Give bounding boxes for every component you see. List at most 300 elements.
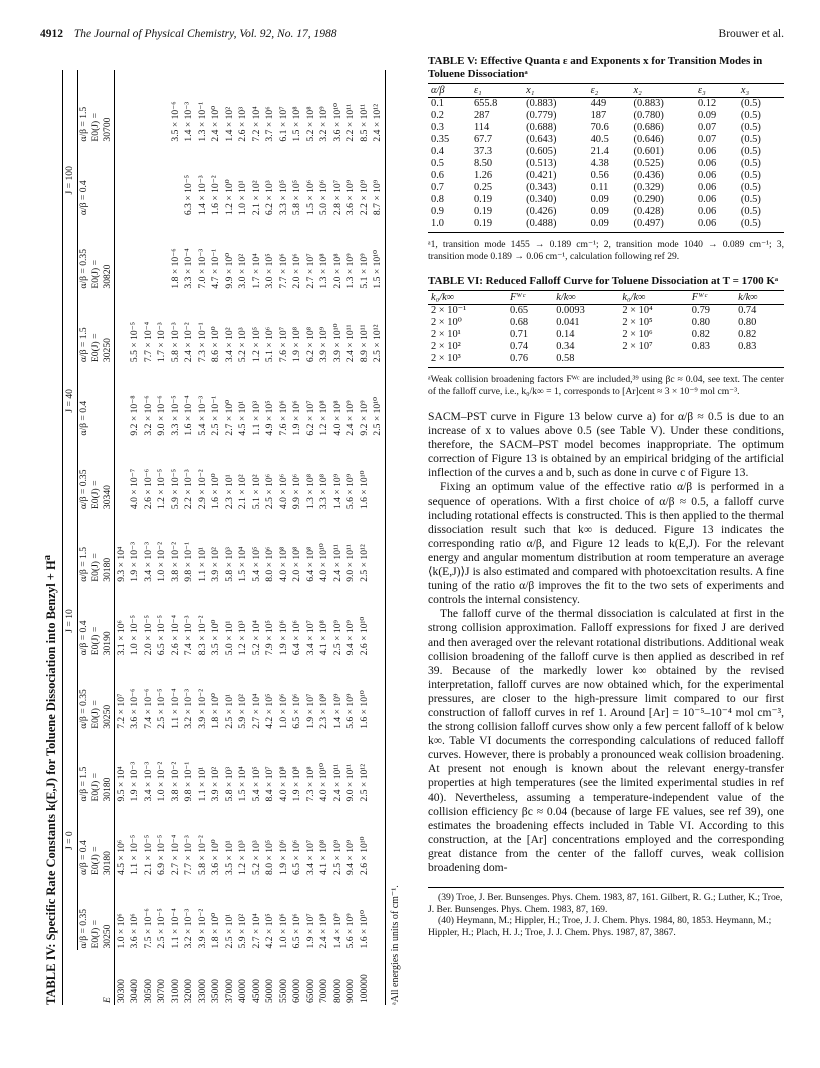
- rate-cell: 3.2 × 10⁻⁶: [142, 395, 154, 436]
- table-cell: (0.525): [633, 158, 664, 169]
- column-header-line: E0(J) =: [89, 700, 101, 729]
- rate-cell: 1.0 × 10⁶: [277, 913, 289, 949]
- column-header: k/k∞: [553, 291, 619, 305]
- rate-cell: [114, 144, 128, 218]
- table-row: [114, 70, 128, 1005]
- table-cell: 2 × 10⁰: [431, 317, 462, 328]
- column-header-line: α/β = 0.35: [77, 689, 89, 729]
- table-cell: 2 × 10⁷: [622, 341, 653, 352]
- rate-cell: 4.0 × 10¹⁰: [318, 762, 330, 802]
- table-row: [428, 134, 784, 146]
- column-header: k₀/k∞: [428, 291, 507, 305]
- table-row: [128, 70, 142, 1005]
- rate-cell: 1.5 × 10⁶: [304, 179, 316, 216]
- column-header-line: α/β = 1.5: [77, 327, 89, 363]
- rate-cell: 8.5 × 10¹¹: [358, 104, 370, 142]
- rate-cell: 5.8 × 10⁻³: [169, 322, 181, 363]
- energy-cell: 45000: [250, 979, 262, 1003]
- rate-cell: [128, 70, 142, 144]
- table-row: [428, 158, 784, 170]
- column-header: [77, 877, 114, 951]
- table-row: [428, 110, 784, 122]
- table-cell: 0.8: [431, 194, 444, 205]
- rate-cell: 8.6 × 10⁰: [210, 326, 222, 363]
- table-row: [428, 146, 784, 158]
- column-header: [77, 511, 114, 584]
- table-row: [182, 70, 196, 1005]
- column-header-line: 30180: [101, 851, 113, 875]
- rate-cell: 1.0 × 10⁶: [115, 913, 127, 949]
- table-cell: 0.07: [697, 122, 717, 133]
- rate-cell: 1.4 × 10⁹: [331, 473, 343, 510]
- rate-cell: 1.2 × 10⁻⁵: [156, 468, 168, 510]
- table-cell: (0.290): [633, 194, 664, 205]
- table-cell: 0.12: [697, 98, 717, 109]
- table-vi-footnote: ᵃWeak collision broadening factors Fᵂᶜ are included,³⁹ using βc ≈ 0.04, see text. The center of the falloff curve, i.e., k₀/k∞ = 1, corresponds to [Ar]cent ≈ 3 × 10⁻⁹ mol cm⁻³.: [428, 374, 784, 397]
- rate-cell: 2.4 × 10⁻²: [183, 322, 195, 363]
- table-cell: 0.4: [431, 146, 444, 157]
- table-cell: 0.09: [697, 110, 717, 121]
- rate-cell: 6.4 × 10⁶: [291, 620, 303, 656]
- rate-cell: 3.4 × 10⁷: [304, 839, 316, 875]
- rate-cell: [371, 731, 385, 804]
- page-number: 4912: [40, 28, 63, 40]
- rate-cell: 5.8 × 10³: [223, 547, 235, 582]
- table-row: [428, 329, 784, 341]
- column-header: k₀/k∞: [619, 291, 688, 305]
- table-cell: (0.5): [738, 218, 784, 233]
- table-cell: 0.041: [556, 317, 580, 328]
- table-cell: 2 × 10¹: [431, 329, 461, 340]
- rate-cell: 1.1 × 10⁻⁵: [129, 834, 141, 875]
- table-cell: 2 × 10⁴: [622, 305, 653, 316]
- rate-cell: 5.8 × 10⁵: [291, 179, 303, 216]
- table-cell: (0.421): [526, 170, 557, 181]
- table-cell: 0.58: [553, 353, 619, 368]
- j-group-header: J = 40: [63, 291, 78, 512]
- table-cell: 0.74: [509, 341, 529, 352]
- table-row: [304, 70, 318, 1005]
- rate-cell: 5.4 × 10⁵: [250, 766, 262, 802]
- j-group-header: J = 100: [63, 70, 78, 291]
- rate-cell: 3.7 × 10⁶: [264, 106, 276, 142]
- rate-cell: 2.7 × 10⁰: [223, 399, 235, 436]
- table-v-footnote: ᵃ1, transition mode 1455 → 0.189 cm⁻¹; 2, transition mode 1040 → 0.089 cm⁻¹; 3, transition mode 0.189 → 0.06 cm⁻¹, calculation following ref 29.: [428, 239, 784, 262]
- rate-cell: 8.7 × 10⁹: [372, 179, 384, 216]
- rate-cell: 8.0 × 10⁵: [264, 839, 276, 875]
- rate-cell: 1.2 × 10⁸: [318, 400, 330, 436]
- rate-cell: 1.4 × 10⁹: [331, 693, 343, 729]
- rate-cell: [128, 217, 142, 291]
- table-cell: (0.883): [526, 98, 557, 109]
- rate-cell: 1.2 × 10³: [237, 620, 249, 656]
- column-header: [77, 438, 114, 512]
- rate-cell: [371, 657, 385, 731]
- rate-cell: 3.2 × 10⁻³: [183, 908, 195, 949]
- right-column: [428, 55, 784, 938]
- rate-cell: 4.0 × 10⁸: [277, 766, 289, 802]
- column-header-line: E0(J) =: [89, 553, 101, 582]
- table-row: [155, 70, 169, 1005]
- rate-cell: 3.8 × 10⁻²: [169, 761, 181, 802]
- rate-cell: 1.1 × 10¹: [196, 766, 208, 802]
- rate-cell: 1.3 × 10⁸: [318, 253, 330, 289]
- rate-cell: 9.0 × 10⁻⁶: [156, 395, 168, 436]
- table-cell: 0.0093: [556, 305, 585, 316]
- rate-cell: 1.5 × 10¹⁰: [372, 250, 384, 289]
- table-row: [428, 353, 784, 368]
- column-header: [77, 291, 114, 365]
- rate-cell: 3.5 × 10¹: [223, 840, 235, 875]
- rate-cell: 5.1 × 10⁹: [358, 253, 370, 289]
- rate-cell: 4.0 × 10⁻⁷: [129, 468, 141, 510]
- rate-cell: [155, 217, 169, 291]
- column-header-line: α/β = 1.5: [77, 106, 89, 142]
- rate-cell: 2.7 × 10⁻⁴: [169, 834, 181, 875]
- table-row: [428, 122, 784, 134]
- journal-name: The Journal of Physical Chemistry, Vol. 92, No. 17, 1988: [73, 28, 337, 40]
- rate-cell: [371, 804, 385, 878]
- rate-cell: 1.5 × 10⁴: [237, 766, 249, 802]
- rate-cell: 3.9 × 10²: [210, 766, 222, 802]
- rate-cell: 3.3 × 10⁻⁵: [169, 395, 181, 436]
- rate-cell: [142, 144, 156, 218]
- rate-cell: 2.7 × 10⁴: [250, 913, 262, 949]
- rate-cell: 3.9 × 10⁻²: [196, 908, 208, 949]
- rate-cell: 5.5 × 10⁻⁵: [129, 321, 141, 363]
- rate-cell: 3.3 × 10⁸: [318, 473, 330, 510]
- rate-cell: 9.2 × 10⁻⁸: [129, 395, 141, 436]
- rate-cell: 2.1 × 10²: [237, 474, 249, 510]
- energy-cell: 37000: [223, 979, 235, 1003]
- rate-cell: 9.2 × 10⁹: [358, 400, 370, 436]
- table-cell: 0.06: [697, 182, 717, 193]
- rate-cell: 3.2 × 10⁻³: [183, 689, 195, 729]
- energy-cell: 70000: [318, 979, 330, 1003]
- table-cell: (0.646): [633, 134, 664, 145]
- rate-cell: 2.7 × 10⁴: [250, 693, 262, 729]
- rate-cell: 1.9 × 10⁶: [277, 620, 289, 656]
- energy-cell: 30400: [129, 979, 141, 1003]
- table-iv-footnote: ᵃAll energies in units of cm⁻¹.: [389, 885, 401, 1005]
- rate-cell: 9.3 × 10⁴: [115, 546, 127, 582]
- rate-cell: [142, 217, 156, 291]
- column-header-line: α/β = 0.35: [77, 248, 89, 289]
- rate-cell: [114, 291, 128, 365]
- rate-cell: 2.6 × 10¹⁰: [358, 616, 370, 656]
- table-cell: 0.56: [590, 170, 609, 181]
- rate-cell: [114, 364, 128, 438]
- table-cell: 0.5: [431, 158, 444, 169]
- rate-cell: 2.6 × 10¹⁰: [358, 836, 370, 875]
- table-cell: (0.883): [633, 98, 664, 109]
- table-row: [344, 70, 358, 1005]
- rate-cell: 1.1 × 10³: [250, 400, 262, 436]
- rate-cell: 7.0 × 10⁻³: [196, 248, 208, 289]
- rate-cell: 1.3 × 10⁻¹: [196, 101, 208, 142]
- table-cell: (0.5): [740, 194, 761, 205]
- rate-cell: 6.4 × 10⁸: [304, 546, 316, 582]
- column-header-line: E0(J) =: [89, 333, 101, 363]
- rate-cell: 5.2 × 10³: [250, 840, 262, 875]
- rate-cell: 1.3 × 10⁸: [304, 473, 316, 510]
- table-cell: 0.09: [590, 194, 609, 205]
- column-header-line: E0(J) =: [89, 846, 101, 875]
- rate-cell: 2.2 × 10⁹: [358, 179, 370, 216]
- j-group-header: J = 10: [63, 511, 78, 731]
- paragraph: SACM–PST curve in Figure 13 below curve a) for α/β ≈ 0.5 is due to an increase of x to values above 0.5 (see Table V). Under these conditions, therefore, the SACM–PST model becomes inappropriate. The optimum correction of Figure 13 is obtained by an empirical bridging of the artificial inflection of the curves a and b, such as done in curve c of Figure 13.: [428, 410, 784, 480]
- rate-cell: 4.1 × 10⁸: [318, 620, 330, 656]
- table-cell: 114: [473, 122, 490, 133]
- rate-cell: 2.5 × 10⁻¹: [210, 395, 222, 436]
- table-vi-title: TABLE VI: Reduced Falloff Curve for Toluene Dissociation at T = 1700 Kᵃ: [428, 275, 779, 287]
- rate-cell: 2.8 × 10⁷: [331, 179, 343, 216]
- body-text: [428, 410, 784, 875]
- rate-cell: 5.2 × 10⁴: [250, 620, 262, 656]
- table-cell: 0.83: [691, 341, 710, 352]
- rate-cell: 3.1 × 10⁶: [115, 620, 127, 656]
- energy-cell: 30300: [115, 979, 127, 1003]
- table-row: [428, 194, 784, 206]
- rate-cell: 4.2 × 10⁵: [264, 693, 276, 729]
- table-cell: [689, 353, 735, 368]
- rate-cell: 1.0 × 10⁻²: [156, 761, 168, 802]
- rate-cell: 7.5 × 10⁻⁶: [142, 908, 154, 949]
- rate-cell: 7.4 × 10⁻⁶: [142, 688, 154, 729]
- energy-cell: 90000: [345, 979, 357, 1003]
- rate-cell: [371, 438, 385, 512]
- rate-cell: 1.5 × 10⁴: [237, 546, 249, 582]
- table-cell: (0.605): [526, 146, 557, 157]
- table-row: [371, 70, 385, 1005]
- reference: (39) Troe, J. Ber. Bunsenges. Phys. Chem. 1983, 87, 161. Gilbert, R. G.; Luther, K.; Troe, J. Ber. Bunsenges. Phys. Chem. 1983, 87, 169.: [428, 892, 783, 915]
- table-cell: 0.82: [691, 329, 710, 340]
- energy-cell: 40000: [237, 979, 249, 1003]
- rate-cell: 3.5 × 10⁻⁶: [169, 101, 181, 142]
- rate-cell: 1.0 × 10⁻²: [156, 542, 168, 582]
- table-cell: (0.779): [526, 110, 557, 121]
- rate-cell: 7.9 × 10⁵: [264, 620, 276, 656]
- table-cell: (0.601): [633, 146, 664, 157]
- table-cell: 1.26: [473, 170, 493, 181]
- rate-cell: 2.9 × 10⁻²: [196, 469, 208, 510]
- rate-cell: 2.4 × 10⁹: [345, 400, 357, 436]
- table-cell: 40.5: [590, 134, 609, 145]
- table-row: [358, 70, 372, 1005]
- column-header: α/β: [428, 84, 471, 98]
- table-row: [428, 206, 784, 218]
- table-cell: 0.79: [691, 305, 710, 316]
- rate-cell: 2.3 × 10¹: [223, 474, 235, 510]
- rate-cell: 9.8 × 10⁻¹: [183, 542, 195, 582]
- rate-cell: 2.4 × 10¹²: [372, 104, 384, 142]
- rate-cell: 6.5 × 10⁻⁵: [156, 615, 168, 656]
- column-header-line: E0(J) =: [89, 480, 101, 510]
- table-cell: 0.1: [431, 98, 444, 109]
- rate-cell: 1.7 × 10⁴: [250, 253, 262, 289]
- rate-cell: 5.9 × 10⁻⁵: [169, 468, 181, 510]
- rate-cell: 5.6 × 10⁹: [345, 693, 357, 729]
- rate-cell: 9.9 × 10⁶: [291, 473, 303, 510]
- table-row: [290, 70, 304, 1005]
- table-cell: 0.2: [431, 110, 444, 121]
- column-header-line: 30250: [101, 704, 113, 729]
- column-header-line: 30820: [101, 264, 113, 289]
- table-iv-title: TABLE IV: Specific Rate Constants k(E,J) for Toluene Dissociation into Benzyl + $H^a$: [42, 555, 59, 1005]
- rate-cell: 3.0 × 10²: [237, 253, 249, 289]
- rate-cell: 1.0 × 10⁻⁵: [129, 615, 141, 656]
- rate-cell: 4.0 × 10¹⁰: [318, 543, 330, 582]
- table-cell: (0.329): [633, 182, 664, 193]
- table-cell: 0.7: [431, 182, 444, 193]
- table-cell: (0.426): [526, 206, 557, 217]
- rate-cell: 6.2 × 10³: [264, 180, 276, 216]
- rate-cell: 1.0 × 10¹: [237, 180, 249, 216]
- rate-cell: 2.4 × 10¹¹: [331, 763, 343, 802]
- column-header-line: E0(J) =: [89, 112, 101, 142]
- rate-cell: 3.4 × 10⁻³: [142, 761, 154, 802]
- rate-cell: 6.5 × 10⁶: [291, 839, 303, 875]
- rate-cell: 1.9 × 10⁸: [291, 766, 303, 802]
- table-row: [236, 70, 250, 1005]
- rate-cell: 2.5 × 10¹²: [358, 544, 370, 582]
- table-row: [277, 70, 291, 1005]
- table-cell: 0.83: [738, 341, 757, 352]
- rate-cell: 7.7 × 10⁻⁴: [142, 321, 154, 363]
- rate-cell: 3.9 × 10⁹: [318, 326, 330, 363]
- rate-cell: 2.7 × 10⁷: [304, 253, 316, 289]
- rate-cell: 2.4 × 10⁸: [318, 913, 330, 949]
- rate-cell: 8.4 × 10⁷: [264, 766, 276, 802]
- rate-cell: 1.6 × 10¹⁰: [358, 690, 370, 729]
- rate-cell: 2.1 × 10²: [250, 180, 262, 216]
- rate-cell: [155, 70, 169, 144]
- table-cell: (0.5): [740, 170, 761, 181]
- rate-cell: 9.4 × 10⁹: [345, 620, 357, 656]
- rate-cell: 5.8 × 10³: [223, 766, 235, 802]
- j-group-header: J = 0: [63, 731, 78, 951]
- rate-cell: 1.6 × 10⁰: [210, 473, 222, 510]
- table-cell: (0.340): [526, 194, 557, 205]
- table-cell: 2 × 10²: [431, 341, 461, 352]
- column-header-line: 30250: [101, 924, 113, 949]
- column-header: [77, 804, 114, 878]
- table-cell: 70.6: [590, 122, 609, 133]
- e-header-spacer: [63, 951, 78, 1006]
- rate-cell: 2.5 × 10¹: [223, 913, 235, 949]
- rate-cell: 9.0 × 10¹¹: [345, 544, 357, 582]
- column-header: ε₁: [471, 84, 523, 98]
- column-header-line: 30180: [101, 777, 113, 802]
- table-cell: 449: [590, 98, 607, 109]
- column-header: [77, 70, 114, 144]
- table-cell: 2 × 10⁶: [622, 329, 653, 340]
- table-cell: 0.07: [697, 134, 717, 145]
- table-cell: 0.82: [738, 329, 757, 340]
- rate-cell: 1.7 × 10⁻³: [156, 322, 168, 363]
- column-header: [77, 364, 114, 438]
- column-header-line: 30180: [101, 557, 113, 582]
- energy-cell: 30700: [156, 979, 168, 1003]
- rate-cell: 7.6 × 10⁶: [277, 400, 289, 436]
- table-cell: (0.5): [740, 182, 761, 193]
- rate-cell: 5.9 × 10²: [237, 694, 249, 729]
- energy-cell: [371, 951, 385, 1006]
- table-row: [428, 218, 784, 233]
- table-cell: 0.19: [473, 206, 493, 217]
- table-cell: 0.06: [697, 158, 717, 169]
- table-cell: (0.513): [526, 158, 557, 169]
- column-header: x₃: [738, 84, 784, 98]
- rate-cell: 4.2 × 10⁵: [264, 913, 276, 949]
- rate-cell: 4.5 × 10⁶: [115, 839, 127, 875]
- rate-cell: 4.5 × 10¹: [237, 400, 249, 436]
- rate-cell: 1.9 × 10⁷: [304, 913, 316, 949]
- table-cell: [619, 353, 688, 368]
- table-row: [331, 70, 345, 1005]
- table-cell: 37.3: [473, 146, 493, 157]
- column-header-line: E0(J) =: [89, 919, 101, 949]
- table-cell: 0.80: [738, 317, 757, 328]
- rate-cell: 8.9 × 10¹¹: [358, 324, 370, 363]
- table-row: [169, 70, 183, 1005]
- rate-cell: 1.2 × 10³: [237, 840, 249, 875]
- table-v-title: TABLE V: Effective Quanta ε and Exponents x for Transition Modes in Toluene Dissociationᵃ: [428, 55, 763, 80]
- table-cell: 0.71: [509, 329, 529, 340]
- rate-cell: 5.1 × 10²: [250, 474, 262, 510]
- rate-cell: 3.3 × 10⁵: [277, 179, 289, 216]
- table-cell: 0.06: [695, 218, 738, 233]
- energy-cell: 55000: [277, 979, 289, 1003]
- rate-cell: 5.9 × 10²: [237, 913, 249, 949]
- rate-cell: 2.0 × 10⁶: [291, 253, 303, 289]
- table-cell: 0.06: [697, 206, 717, 217]
- rate-cell: [155, 144, 169, 218]
- table-cell: (0.5): [740, 122, 761, 133]
- rate-cell: 2.5 × 10⁹: [331, 620, 343, 656]
- table-vi: [428, 290, 784, 368]
- rate-cell: 2.5 × 10⁻⁵: [156, 688, 168, 729]
- table-cell: (0.5): [740, 98, 761, 109]
- table-cell: 0.11: [590, 182, 609, 193]
- e-header: E: [101, 997, 113, 1003]
- rate-cell: 3.8 × 10⁻²: [169, 542, 181, 582]
- table-row: [317, 70, 331, 1005]
- rate-cell: 1.6 × 10⁻⁴: [183, 395, 195, 436]
- author-line: Brouwer et al.: [718, 28, 784, 40]
- rate-cell: 5.4 × 10⁻³: [196, 395, 208, 436]
- rate-cell: 2.6 × 10³: [237, 106, 249, 142]
- rate-cell: 1.8 × 10⁰: [210, 912, 222, 949]
- rate-cell: 9.9 × 10⁰: [223, 252, 235, 289]
- table-cell: 0.80: [691, 317, 710, 328]
- rate-cell: 7.6 × 10⁷: [277, 326, 289, 363]
- rate-cell: 2.5 × 10¹⁰: [372, 397, 384, 436]
- rate-cell: 4.7 × 10⁻¹: [210, 248, 222, 289]
- paragraph: Fixing an optimum value of the effective ratio α/β is performed in a sequence of operations. With a first choice of α/β ≈ 0.5, a falloff curve including rotational effects is constructed. This is then applied to the thermal dissociation result such that k∞ is deduced. Figure 13 indicates the corresponding ratio α/β, and Figure 12 leads to k(E,J). For the relevant energy and angular momentum distribution at room temperature an average ⟨k(E,J)⟩J is also estimated and compared with photoexcitation results. A fine tuning of the ratio α/β improves the fit to the two sets of experiments and controls the internal consistency.: [428, 480, 784, 607]
- rate-cell: 9.5 × 10⁴: [115, 766, 127, 802]
- table-cell: 0.19: [473, 194, 493, 205]
- column-header-line: α/β = 1.5: [77, 547, 89, 582]
- rate-cell: 2.0 × 10⁸: [291, 546, 303, 582]
- rate-cell: 1.0 × 10⁶: [277, 693, 289, 729]
- rate-cell: 6.5 × 10⁶: [291, 693, 303, 729]
- table-cell: (0.686): [633, 122, 664, 133]
- rate-cell: [114, 438, 128, 512]
- table-cell: 2 × 10⁻¹: [431, 305, 467, 316]
- rate-cell: 5.6 × 10⁹: [345, 473, 357, 510]
- rate-cell: 9.4 × 10⁹: [345, 839, 357, 875]
